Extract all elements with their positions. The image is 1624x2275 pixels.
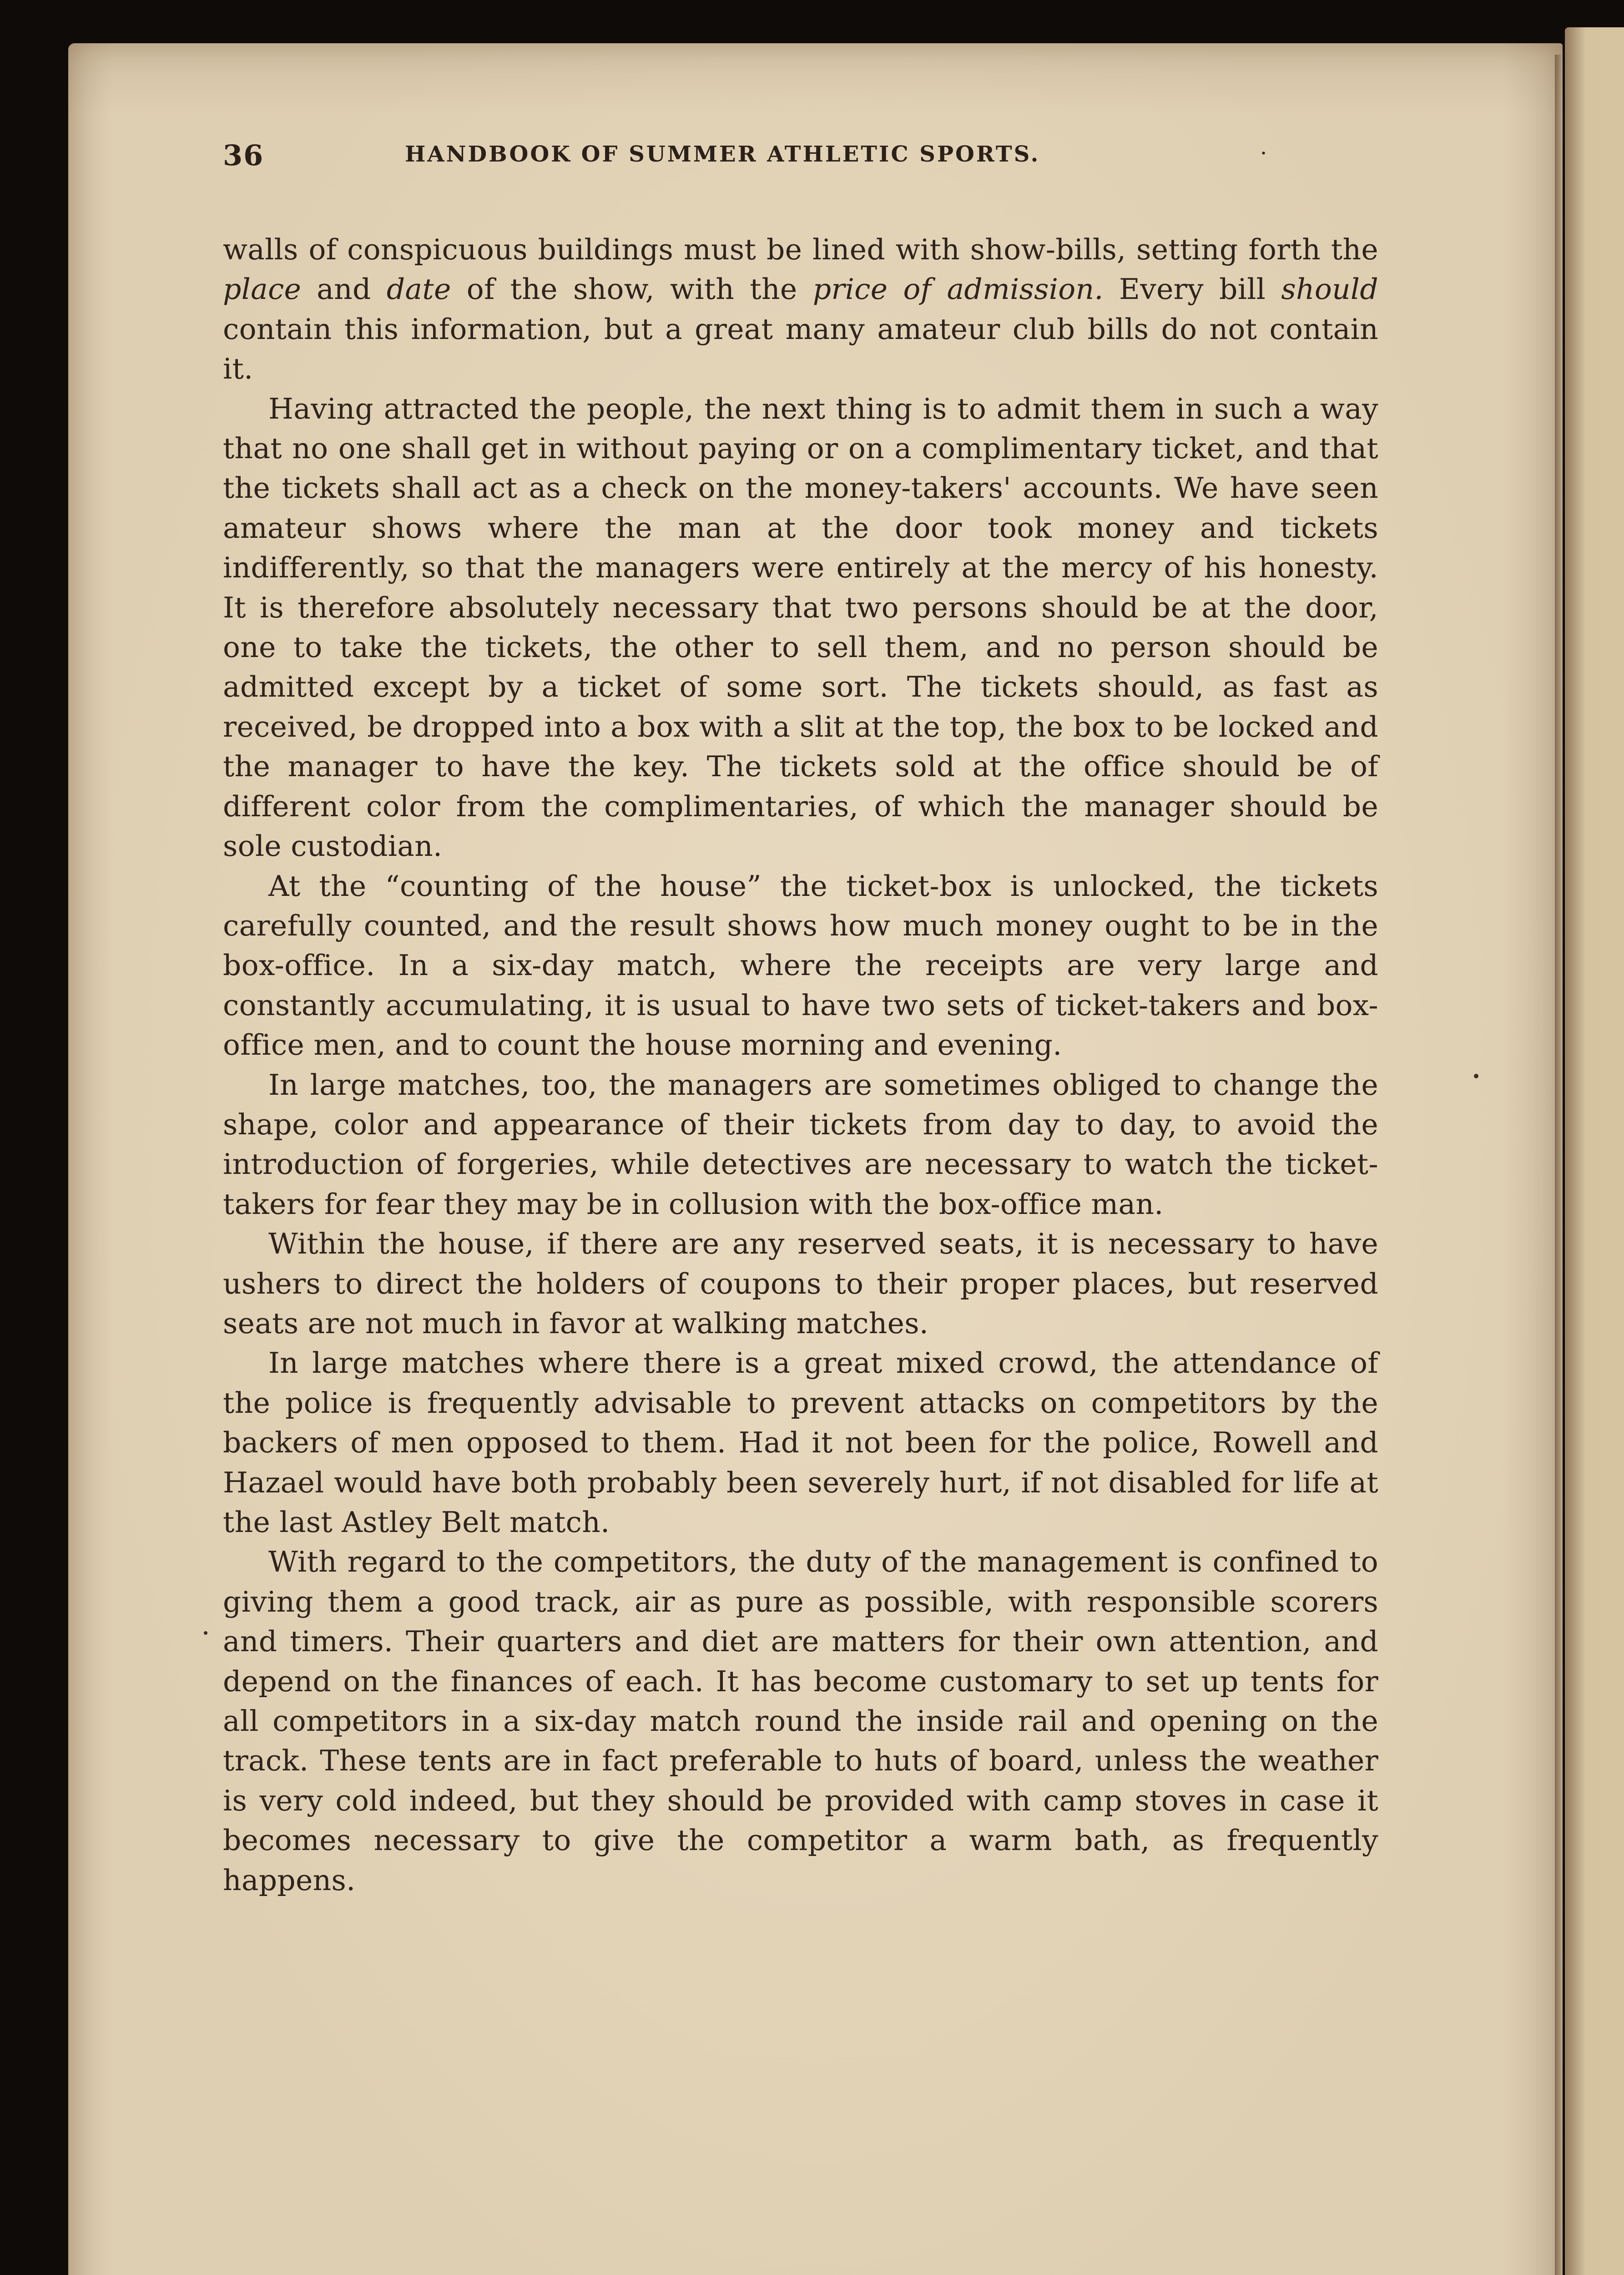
paragraph — [223, 1224, 1378, 1343]
paragraph — [223, 230, 1378, 389]
running-head-title: HANDBOOK OF SUMMER ATHLETIC SPORTS. — [405, 142, 1040, 167]
text-segment: In large matches, too, the managers are sometimes obliged to change the shape, color and appearance of their tickets from day to day, to avoid the introduction of forgeries, while detectives are necessary to watch the ticket-takers for fear they may be in collusion with the box-office man. — [223, 1068, 1378, 1221]
text-segment: walls of conspicuous buildings must be lined with show-bills, setting forth the — [223, 233, 1378, 266]
text-segment: At the “counting of the house” the ticket-box is unlocked, the tickets carefully counted, and the result shows how much money ought to be in the box-office. In a six-day match, where the receipts are very large and constantly accumulating, it is usual to have two sets of ticket-takers and box-office men, and to count the house morning and evening. — [223, 869, 1378, 1062]
page-header — [223, 139, 1378, 180]
italic-text-segment: date — [386, 273, 451, 306]
body-text — [223, 230, 1378, 1900]
paragraph — [223, 866, 1378, 1065]
paragraph — [223, 1542, 1378, 1900]
paragraph — [223, 1343, 1378, 1542]
page-number: 36 — [223, 139, 264, 172]
print-speck — [204, 1631, 207, 1635]
text-segment: of the show, with the — [451, 273, 813, 306]
text-segment: and — [301, 273, 387, 306]
text-segment: With regard to the competitors, the duty of the management is confined to giving them a good track, air as pure as possible, with responsible scorers and timers. Their quarters and diet are matters for their own attention, and depend on the finances of each. It has become customary to set up tents for all competitors in a six-day match round the inside rail and opening on the track. These tents are in fact preferable to huts of board, unless the weather is very cold indeed, but they should be provided with camp stoves in case it becomes necessary to give the competitor a warm bath, as frequently happens. — [223, 1545, 1378, 1897]
text-segment: Having attracted the people, the next thing is to admit them in such a way that no one shall get in without paying or on a complimentary ticket, and that the tickets shall act as a check on the money-takers' accounts. We have seen amateur shows where the man at the door took money and tickets indifferently, so that the managers were entirely at the mercy of his honesty. It is therefore absolutely necessary that two persons should be at the door, one to take the tickets, the other to sell them, and no person should be admitted except by a ticket of some sort. The tickets should, as fast as received, be dropped into a box with a slit at the top, the box to be locked and the manager to have the key. The tickets sold at the office should be of different color from the complimentaries, of which the manager should be sole custodian. — [223, 392, 1378, 863]
text-segment: Every bill — [1103, 273, 1281, 306]
paragraph — [223, 389, 1378, 866]
italic-text-segment: should — [1281, 273, 1379, 306]
text-segment: Within the house, if there are any reserved seats, it is necessary to have ushers to direct the holders of coupons to their proper places, but reserved seats are not much in favor at walking matches. — [223, 1227, 1378, 1340]
paragraph — [223, 1065, 1378, 1224]
print-speck — [1474, 1074, 1478, 1078]
adjacent-page-edge — [1565, 27, 1624, 2275]
text-segment: In large matches where there is a great mixed crowd, the attendance of the police is frequently advisable to prevent attacks on competitors by the backers of men opposed to them. Had it not been for the police, Rowell and Hazael would have both probably been severely hurt, if not disabled for life at the last Astley Belt match. — [223, 1346, 1378, 1539]
italic-text-segment: place — [223, 273, 302, 306]
italic-text-segment: price of admission. — [812, 273, 1104, 306]
header-ornament-dot: · — [1260, 141, 1267, 166]
page-gutter-shadow — [1555, 55, 1561, 2275]
text-segment: contain this information, but a great many amateur club bills do not contain it. — [223, 312, 1378, 386]
